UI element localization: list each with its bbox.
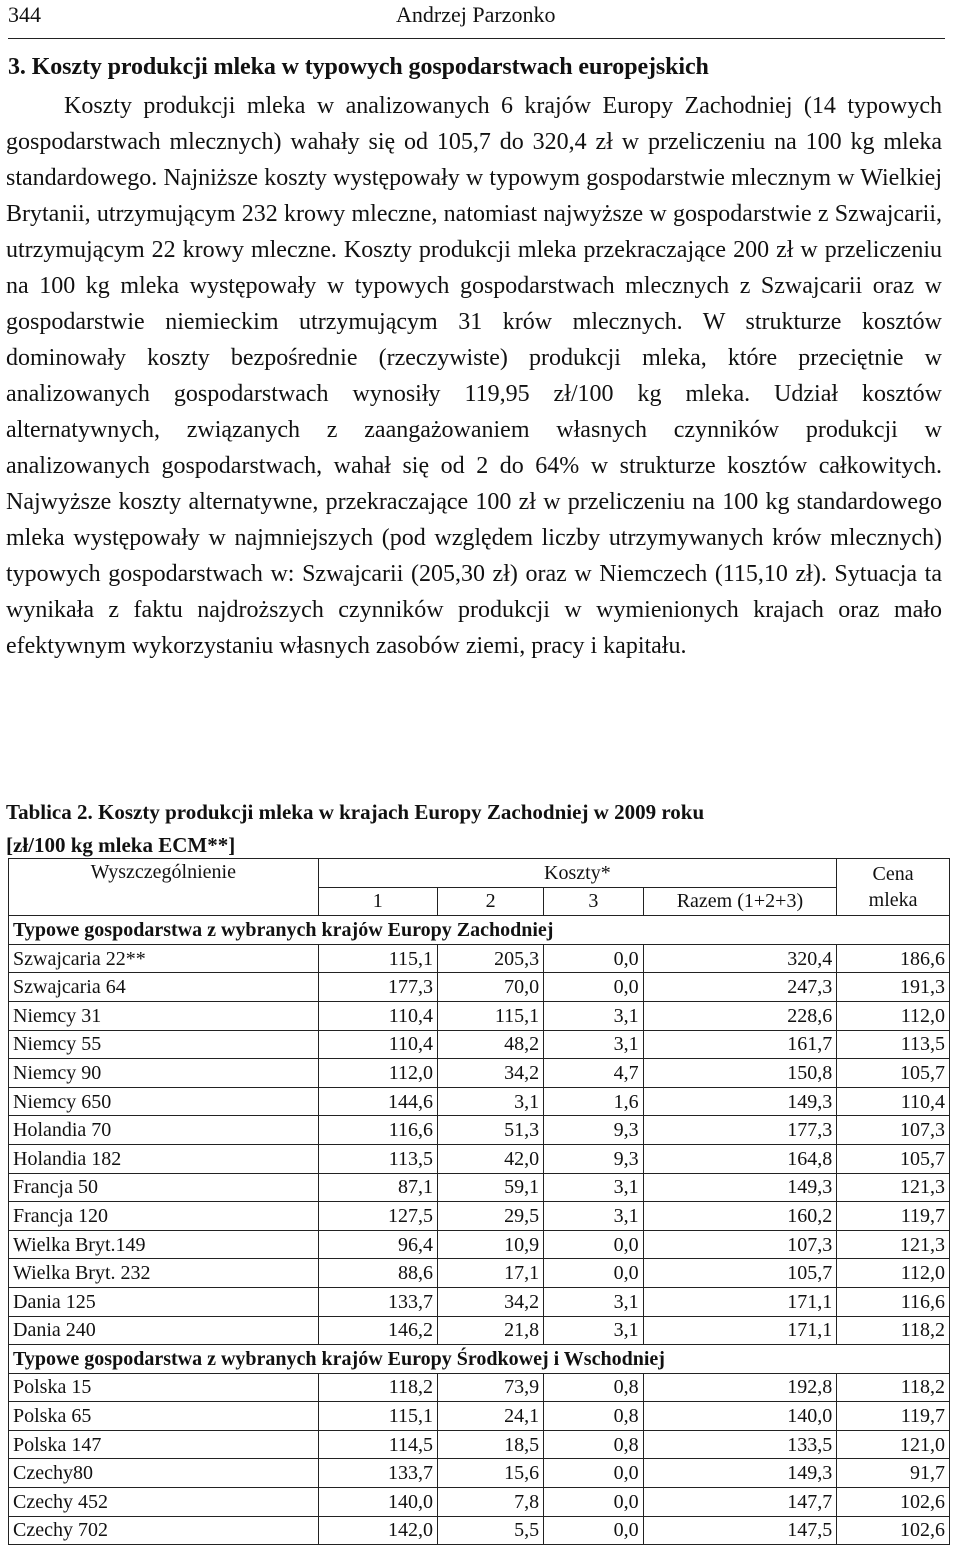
header-spec: Wyszczególnienie	[9, 859, 319, 916]
total-cell: 107,3	[643, 1230, 837, 1259]
cost-3-cell: 9,3	[544, 1144, 644, 1173]
price-cell: 119,7	[837, 1202, 950, 1231]
cost-1-cell: 177,3	[318, 973, 437, 1002]
row-label: Czechy 702	[9, 1516, 319, 1545]
cost-3-cell: 3,1	[544, 1287, 644, 1316]
price-cell: 105,7	[837, 1144, 950, 1173]
price-cell: 112,0	[837, 1001, 950, 1030]
table-row	[9, 1316, 950, 1345]
row-label: Szwajcaria 64	[9, 973, 319, 1002]
table-row	[9, 1287, 950, 1316]
cost-3-cell: 4,7	[544, 1059, 644, 1088]
price-cell: 112,0	[837, 1259, 950, 1288]
cost-3-cell: 3,1	[544, 1316, 644, 1345]
row-label: Niemcy 90	[9, 1059, 319, 1088]
cost-2-cell: 7,8	[438, 1488, 544, 1517]
header-price	[837, 859, 950, 916]
body-paragraph	[6, 88, 942, 664]
price-cell: 113,5	[837, 1030, 950, 1059]
cost-table	[8, 858, 950, 1545]
cost-1-cell: 96,4	[318, 1230, 437, 1259]
cost-3-cell: 0,0	[544, 1488, 644, 1517]
table-row	[9, 1259, 950, 1288]
price-cell: 102,6	[837, 1488, 950, 1517]
cost-1-cell: 113,5	[318, 1144, 437, 1173]
cost-3-cell: 3,1	[544, 1173, 644, 1202]
cost-1-cell: 144,6	[318, 1087, 437, 1116]
total-cell: 247,3	[643, 973, 837, 1002]
table-header	[9, 859, 950, 916]
section-title: 3. Koszty produkcji mleka w typowych gospodarstwach europejskich	[8, 54, 709, 80]
price-cell: 186,6	[837, 944, 950, 973]
row-label: Holandia 182	[9, 1144, 319, 1173]
cost-2-cell: 21,8	[438, 1316, 544, 1345]
cost-2-cell: 59,1	[438, 1173, 544, 1202]
cost-3-cell: 0,0	[544, 944, 644, 973]
total-cell: 320,4	[643, 944, 837, 973]
cost-2-cell: 34,2	[438, 1287, 544, 1316]
row-label: Wielka Bryt.149	[9, 1230, 319, 1259]
cost-2-cell: 24,1	[438, 1402, 544, 1431]
cost-1-cell: 115,1	[318, 944, 437, 973]
cost-2-cell: 51,3	[438, 1116, 544, 1145]
price-cell: 121,3	[837, 1230, 950, 1259]
cost-2-cell: 3,1	[438, 1087, 544, 1116]
cost-3-cell: 3,1	[544, 1202, 644, 1231]
total-cell: 228,6	[643, 1001, 837, 1030]
price-cell: 105,7	[837, 1059, 950, 1088]
cost-1-cell: 114,5	[318, 1430, 437, 1459]
cost-2-cell: 29,5	[438, 1202, 544, 1231]
cost-1-cell: 133,7	[318, 1459, 437, 1488]
table-row	[9, 1516, 950, 1545]
row-label: Dania 125	[9, 1287, 319, 1316]
table-row	[9, 1402, 950, 1431]
total-cell: 149,3	[643, 1173, 837, 1202]
cost-2-cell: 73,9	[438, 1373, 544, 1402]
cost-1-cell: 110,4	[318, 1001, 437, 1030]
table-row	[9, 1230, 950, 1259]
cost-3-cell: 0,0	[544, 1259, 644, 1288]
price-cell: 118,2	[837, 1373, 950, 1402]
cost-1-cell: 140,0	[318, 1488, 437, 1517]
paragraph-text: Koszty produkcji mleka w analizowanych 6 krajów Europy Zachodniej (14 typowych gospodarstwach mlecznych) wahały się od 105,7 do 320,4 zł w przeliczeniu na 100 kg mleka standardowego. Najniższe koszty występowały w typowym gospodarstwie mlecznym w Wielkiej Brytanii, utrzymującym 232 krowy mleczne, natomiast najwyższe w gospodarstwie z Szwajcarii, utrzymującym 22 krowy mleczne. Koszty produkcji mleka przekraczające 200 zł w przeliczeniu na 100 kg mleka występowały w typowych gospodarstwach mlecznych z Szwajcarii oraz w gospodarstwie niemieckim utrzymującym 31 krów mlecznych. W strukturze kosztów dominowały koszty bezpośrednie (rzeczywiste) produkcji mleka, które przeciętnie w analizowanych gospodarstwach wynosiły 119,95 zł/100 kg mleka. Udział kosztów alternatywnych, związanych z zaangażowaniem własnych czynników produkcji w analizowanych gospodarstwach, wahał się od 2 do 64% w strukturze kosztów całkowitych. Najwyższe koszty alternatywne, przekraczające 100 zł w przeliczeniu na 100 kg standardowego mleka występowały w najmniejszych (pod względem liczby utrzymywanych krów mlecznych) typowych gospodarstwach w: Szwajcarii (205,30 zł) oraz w Niemczech (115,10 zł). Sytuacja ta wynikała z faktu najdroższych czynników produkcji w wymienionych krajach oraz mało efektywnym wykorzystaniu własnych zasobów ziemi, pracy i kapitału.	[6, 93, 942, 659]
cost-3-cell: 0,0	[544, 973, 644, 1002]
cost-1-cell: 116,6	[318, 1116, 437, 1145]
table-row	[9, 944, 950, 973]
cost-3-cell: 0,8	[544, 1430, 644, 1459]
cost-1-cell: 110,4	[318, 1030, 437, 1059]
row-label: Holandia 70	[9, 1116, 319, 1145]
total-cell: 177,3	[643, 1116, 837, 1145]
table-row	[9, 1144, 950, 1173]
table-row	[9, 1087, 950, 1116]
cost-1-cell: 87,1	[318, 1173, 437, 1202]
row-label: Polska 147	[9, 1430, 319, 1459]
price-cell: 116,6	[837, 1287, 950, 1316]
row-label: Dania 240	[9, 1316, 319, 1345]
header-cost-2: 2	[438, 887, 544, 916]
cost-3-cell: 0,0	[544, 1459, 644, 1488]
table-row	[9, 1488, 950, 1517]
cost-3-cell: 0,8	[544, 1373, 644, 1402]
cost-2-cell: 18,5	[438, 1430, 544, 1459]
price-cell: 119,7	[837, 1402, 950, 1431]
page-number: 344	[8, 2, 41, 27]
cost-3-cell: 9,3	[544, 1116, 644, 1145]
cost-2-cell: 15,6	[438, 1459, 544, 1488]
cost-2-cell: 48,2	[438, 1030, 544, 1059]
price-cell: 191,3	[837, 973, 950, 1002]
table-caption-title: Tablica 2. Koszty produkcji mleka w krajach Europy Zachodniej w 2009 roku	[6, 800, 705, 824]
group-label: Typowe gospodarstwa z wybranych krajów Europy Zachodniej	[9, 916, 950, 945]
cost-3-cell: 0,8	[544, 1402, 644, 1431]
cost-2-cell: 205,3	[438, 944, 544, 973]
cost-3-cell: 3,1	[544, 1001, 644, 1030]
header-costs: Koszty*	[318, 859, 837, 888]
cost-1-cell: 88,6	[318, 1259, 437, 1288]
cost-3-cell: 1,6	[544, 1087, 644, 1116]
total-cell: 150,8	[643, 1059, 837, 1088]
total-cell: 149,3	[643, 1087, 837, 1116]
cost-1-cell: 115,1	[318, 1402, 437, 1431]
row-label: Czechy 452	[9, 1488, 319, 1517]
cost-1-cell: 146,2	[318, 1316, 437, 1345]
price-cell: 110,4	[837, 1087, 950, 1116]
table-row	[9, 1459, 950, 1488]
total-cell: 161,7	[643, 1030, 837, 1059]
header-price-line2: mleka	[868, 889, 918, 912]
cost-3-cell: 0,0	[544, 1230, 644, 1259]
table-body	[9, 916, 950, 1545]
table-caption	[6, 796, 942, 862]
table-row	[9, 1001, 950, 1030]
row-label: Niemcy 650	[9, 1087, 319, 1116]
row-label: Polska 65	[9, 1402, 319, 1431]
row-label: Polska 15	[9, 1373, 319, 1402]
row-label: Szwajcaria 22**	[9, 944, 319, 973]
total-cell: 147,7	[643, 1488, 837, 1517]
row-label: Francja 50	[9, 1173, 319, 1202]
total-cell: 149,3	[643, 1459, 837, 1488]
cost-1-cell: 127,5	[318, 1202, 437, 1231]
price-cell: 107,3	[837, 1116, 950, 1145]
group-label: Typowe gospodarstwa z wybranych krajów Europy Środkowej i Wschodniej	[9, 1345, 950, 1374]
price-cell: 118,2	[837, 1316, 950, 1345]
cost-2-cell: 42,0	[438, 1144, 544, 1173]
table-row	[9, 1202, 950, 1231]
total-cell: 140,0	[643, 1402, 837, 1431]
table-row	[9, 973, 950, 1002]
table-row	[9, 1030, 950, 1059]
cost-1-cell: 118,2	[318, 1373, 437, 1402]
cost-2-cell: 10,9	[438, 1230, 544, 1259]
cost-2-cell: 115,1	[438, 1001, 544, 1030]
cost-3-cell: 3,1	[544, 1030, 644, 1059]
row-label: Czechy80	[9, 1459, 319, 1488]
cost-2-cell: 70,0	[438, 973, 544, 1002]
price-cell: 102,6	[837, 1516, 950, 1545]
price-cell: 91,7	[837, 1459, 950, 1488]
total-cell: 171,1	[643, 1316, 837, 1345]
total-cell: 133,5	[643, 1430, 837, 1459]
row-label: Niemcy 55	[9, 1030, 319, 1059]
cost-2-cell: 34,2	[438, 1059, 544, 1088]
group-row-western	[9, 916, 950, 945]
running-head-author: Andrzej Parzonko	[396, 2, 556, 27]
page-header	[8, 0, 945, 39]
cost-2-cell: 5,5	[438, 1516, 544, 1545]
row-label: Francja 120	[9, 1202, 319, 1231]
group-row-central-eastern	[9, 1345, 950, 1374]
table-row	[9, 1373, 950, 1402]
price-cell: 121,0	[837, 1430, 950, 1459]
table-row	[9, 1173, 950, 1202]
price-cell: 121,3	[837, 1173, 950, 1202]
total-cell: 192,8	[643, 1373, 837, 1402]
header-cost-1: 1	[318, 887, 437, 916]
table-caption-unit: [zł/100 kg mleka ECM**]	[6, 833, 236, 857]
cost-1-cell: 133,7	[318, 1287, 437, 1316]
total-cell: 171,1	[643, 1287, 837, 1316]
cost-1-cell: 142,0	[318, 1516, 437, 1545]
table-row	[9, 1116, 950, 1145]
header-price-line1: Cena	[872, 863, 914, 886]
cost-1-cell: 112,0	[318, 1059, 437, 1088]
total-cell: 164,8	[643, 1144, 837, 1173]
cost-2-cell: 17,1	[438, 1259, 544, 1288]
table-row	[9, 1059, 950, 1088]
header-cost-3: 3	[544, 887, 644, 916]
header-total: Razem (1+2+3)	[643, 887, 837, 916]
total-cell: 105,7	[643, 1259, 837, 1288]
row-label: Wielka Bryt. 232	[9, 1259, 319, 1288]
table-row	[9, 1430, 950, 1459]
total-cell: 160,2	[643, 1202, 837, 1231]
row-label: Niemcy 31	[9, 1001, 319, 1030]
cost-3-cell: 0,0	[544, 1516, 644, 1545]
total-cell: 147,5	[643, 1516, 837, 1545]
